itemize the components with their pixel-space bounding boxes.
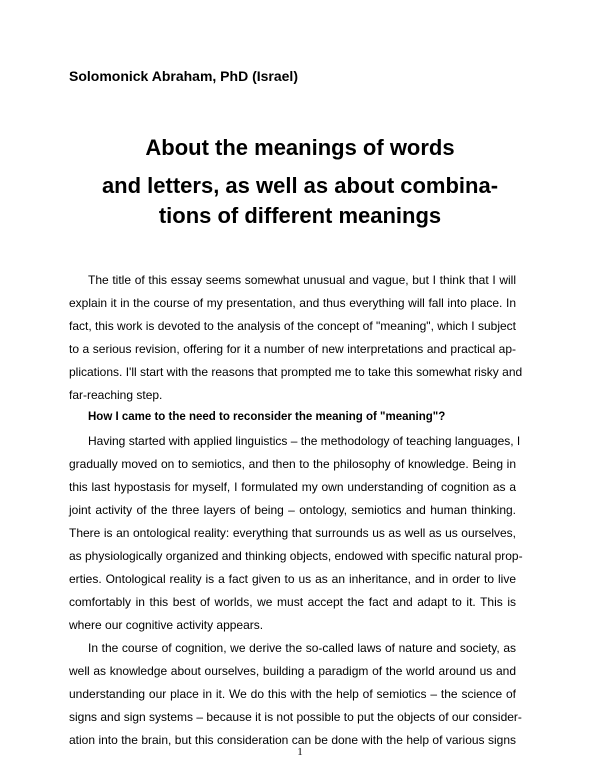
paragraph-1-line: The title of this essay seems somewhat unusual and vague, but I think that I will: [88, 273, 516, 287]
author-line: Solomonick Abraham, PhD (Israel): [69, 68, 298, 84]
title-line-2: and letters, as well as about combina-: [101, 173, 499, 198]
paragraph-2-line: gradually moved on to semiotics, and then to the philosophy of knowledge. Being in: [69, 457, 516, 471]
paragraph-3-line: well as knowledge about ourselves, building a paradigm of the world around us and: [69, 664, 516, 678]
paragraph-2-line: comfortably in this best of worlds, we must accept the fact and adapt to it. This is: [69, 595, 516, 609]
paragraph-1-line: plications. I'll start with the reasons that prompted me to take this somewhat risky and: [69, 365, 523, 379]
paragraph-1-line: explain it in the course of my presentation, and thus everything will fall into place. In: [69, 296, 516, 310]
paragraph-3-line: ation into the brain, but this consideration can be done with the help of various signs: [69, 733, 516, 747]
paragraph-2-line: erties. Ontological reality is a fact given to us as an inheritance, and in order to live: [69, 572, 516, 586]
paragraph-1-line: to a serious revision, offering for it a number of new interpretations and practical ap-: [69, 342, 516, 356]
paragraph-2-line: Having started with applied linguistics – the methodology of teaching languages, I: [88, 434, 521, 448]
title-line-1: About the meanings of words: [145, 135, 455, 160]
paragraph-1-line: far-reaching step.: [69, 388, 163, 402]
paragraph-3-line: signs and sign systems – because it is not possible to put the objects of our consider-: [69, 710, 522, 724]
page-number: 1: [297, 746, 303, 758]
paragraph-2-line: as physiologically organized and thinking objects, endowed with specific natural prop-: [69, 549, 523, 563]
title-line-3: tions of different meanings: [158, 203, 442, 228]
section-subheading: How I came to the need to reconsider the meaning of "meaning"?: [88, 411, 446, 423]
paragraph-2-line: this last hypostasis for myself, I formulated my own understanding of cognition as a: [69, 480, 516, 494]
paragraph-3-line: understanding our place in it. We do this with the help of semiotics – the science of: [69, 687, 516, 701]
paragraph-2-line: where our cognitive activity appears.: [69, 618, 264, 632]
paragraph-3-line: In the course of cognition, we derive the so-called laws of nature and society, as: [88, 641, 516, 655]
paragraph-2-line: There is an ontological reality: everything that surrounds us as well as us ourselves,: [69, 526, 516, 540]
paragraph-2-line: joint activity of the three layers of being – ontology, semiotics and human thinking.: [69, 503, 516, 517]
paragraph-1-line: fact, this work is devoted to the analysis of the concept of "meaning", which I subject: [69, 319, 516, 333]
